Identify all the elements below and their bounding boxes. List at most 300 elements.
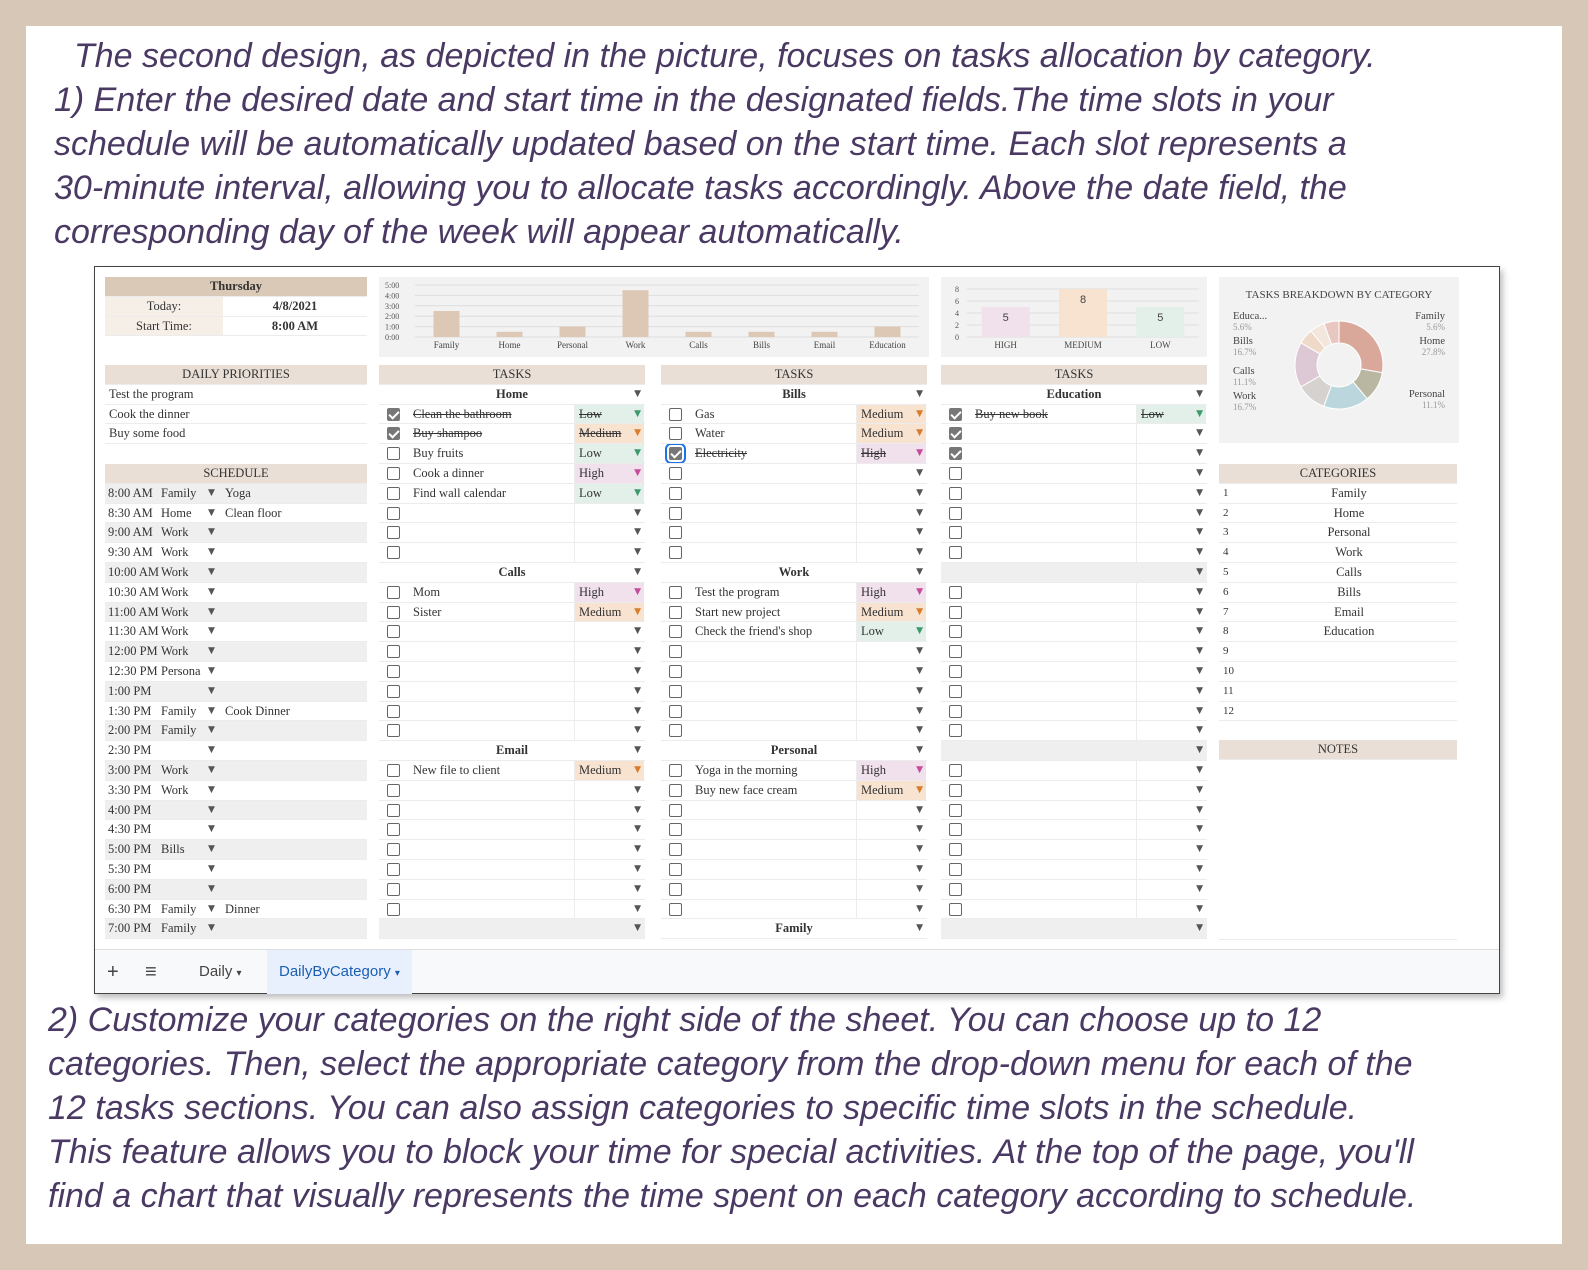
dropdown-arrow-icon[interactable]: ▼ xyxy=(1196,626,1203,637)
start-time-field[interactable]: 8:00 AM xyxy=(223,317,367,337)
task-text[interactable]: Find wall calendar xyxy=(413,485,507,500)
dropdown-arrow-icon[interactable]: ▼ xyxy=(208,923,215,934)
task-checkbox[interactable] xyxy=(949,606,962,619)
task-checkbox[interactable] xyxy=(669,764,682,777)
time-slot: 5:30 PM xyxy=(108,861,152,876)
schedule-category-select[interactable]: Family xyxy=(161,485,197,500)
time-slot: 8:30 AM xyxy=(108,505,153,520)
task-checkbox[interactable] xyxy=(669,625,682,638)
dropdown-arrow-icon[interactable]: ▼ xyxy=(208,725,215,736)
dropdown-arrow-icon[interactable]: ▼ xyxy=(208,547,215,558)
schedule-activity[interactable]: Clean floor xyxy=(225,505,282,520)
priority-select[interactable]: Medium xyxy=(856,405,926,425)
task-text[interactable]: Clean the bathroom xyxy=(413,406,512,421)
task-text[interactable]: Start new project xyxy=(695,604,781,619)
dropdown-arrow-icon[interactable]: ▼ xyxy=(916,487,923,498)
task-checkbox[interactable] xyxy=(387,586,400,599)
task-row xyxy=(941,880,1207,900)
task-checkbox[interactable] xyxy=(387,467,400,480)
dropdown-arrow-icon[interactable]: ▼ xyxy=(1196,745,1203,756)
priority-select[interactable]: Medium xyxy=(574,603,644,623)
priority-select[interactable]: Low xyxy=(574,484,644,504)
category-name[interactable]: Calls xyxy=(1336,564,1362,579)
task-checkbox[interactable] xyxy=(949,467,962,480)
task-checkbox[interactable] xyxy=(949,665,962,678)
task-checkbox[interactable] xyxy=(387,427,400,440)
task-checkbox[interactable] xyxy=(669,863,682,876)
dropdown-arrow-icon[interactable]: ▼ xyxy=(634,408,641,419)
dropdown-arrow-icon[interactable]: ▼ xyxy=(208,606,215,617)
dropdown-arrow-icon[interactable]: ▼ xyxy=(1196,725,1203,736)
task-row xyxy=(941,523,1207,543)
dropdown-arrow-icon[interactable]: ▼ xyxy=(1196,428,1203,439)
schedule-category-select[interactable]: Bills xyxy=(161,842,185,857)
task-checkbox[interactable] xyxy=(949,804,962,817)
task-checkbox[interactable] xyxy=(387,903,400,916)
task-text[interactable]: Mom xyxy=(413,584,441,599)
schedule xyxy=(105,464,367,939)
task-section-header[interactable] xyxy=(941,563,1207,583)
dropdown-arrow-icon[interactable]: ▼ xyxy=(208,784,215,795)
task-checkbox[interactable] xyxy=(669,526,682,539)
dropdown-arrow-icon[interactable]: ▼ xyxy=(1196,388,1203,399)
priority-item[interactable]: Cook the dinner xyxy=(105,405,367,425)
dropdown-arrow-icon[interactable]: ▼ xyxy=(916,844,923,855)
tab-label: DailyByCategory xyxy=(279,963,391,980)
tab-daily[interactable] xyxy=(199,950,242,994)
dropdown-arrow-icon[interactable]: ▼ xyxy=(916,408,923,419)
task-checkbox[interactable] xyxy=(387,507,400,520)
dropdown-arrow-icon[interactable]: ▼ xyxy=(208,745,215,756)
schedule-category-select[interactable]: Work xyxy=(161,762,189,777)
dropdown-arrow-icon[interactable]: ▼ xyxy=(1196,547,1203,558)
schedule-category-select[interactable]: Family xyxy=(161,703,197,718)
priority-select[interactable]: Low xyxy=(574,405,644,425)
priority-select[interactable]: Medium xyxy=(574,761,644,781)
task-row xyxy=(941,682,1207,702)
dropdown-arrow-icon[interactable]: ▼ xyxy=(1196,665,1203,676)
dropdown-arrow-icon[interactable]: ▼ xyxy=(208,863,215,874)
task-checkbox[interactable] xyxy=(669,823,682,836)
dropdown-arrow-icon[interactable]: ▼ xyxy=(1196,606,1203,617)
x-tick-label: Personal xyxy=(557,340,588,350)
task-section-header[interactable] xyxy=(661,741,927,761)
task-checkbox[interactable] xyxy=(387,705,400,718)
task-checkbox[interactable] xyxy=(949,645,962,658)
schedule-activity[interactable]: Cook Dinner xyxy=(225,703,290,718)
dropdown-arrow-icon[interactable]: ▼ xyxy=(1196,685,1203,696)
dropdown-arrow-icon[interactable]: ▼ xyxy=(208,566,215,577)
task-row xyxy=(661,622,927,642)
category-name[interactable]: Home xyxy=(1333,505,1365,520)
dropdown-arrow-icon[interactable]: ▼ xyxy=(634,824,641,835)
task-checkbox[interactable] xyxy=(669,804,682,817)
task-text[interactable]: Yoga in the morning xyxy=(695,762,798,777)
dropdown-arrow-icon[interactable]: ▼ xyxy=(634,566,641,577)
task-checkbox[interactable] xyxy=(669,883,682,896)
priority-select[interactable]: Medium xyxy=(856,603,926,623)
dropdown-arrow-icon[interactable]: ▼ xyxy=(208,883,215,894)
task-checkbox[interactable] xyxy=(387,625,400,638)
dropdown-arrow-icon[interactable]: ▼ xyxy=(916,725,923,736)
dropdown-arrow-icon[interactable]: ▼ xyxy=(1196,863,1203,874)
add-sheet-button[interactable]: + xyxy=(107,961,119,983)
task-row xyxy=(661,523,927,543)
schedule-row xyxy=(105,563,367,583)
task-checkbox[interactable] xyxy=(669,665,682,678)
schedule-category-select[interactable]: Work xyxy=(161,604,189,619)
pie-pct: 27.8% xyxy=(1421,347,1445,357)
priority-select[interactable]: High xyxy=(856,583,926,603)
outro-line: 12 tasks sections. You can also assign categories to specific time slots in the schedule. xyxy=(48,1089,1358,1127)
schedule-activity[interactable]: Yoga xyxy=(225,485,251,500)
dropdown-arrow-icon[interactable]: ▼ xyxy=(634,665,641,676)
dropdown-arrow-icon[interactable]: ▼ xyxy=(208,487,215,498)
task-checkbox[interactable] xyxy=(387,526,400,539)
dropdown-arrow-icon[interactable]: ▼ xyxy=(208,527,215,538)
dropdown-arrow-icon[interactable]: ▼ xyxy=(916,547,923,558)
schedule-category-select[interactable]: Work xyxy=(161,782,189,797)
dropdown-arrow-icon[interactable]: ▼ xyxy=(634,923,641,934)
task-checkbox[interactable] xyxy=(387,487,400,500)
dropdown-arrow-icon[interactable]: ▼ xyxy=(208,824,215,835)
dropdown-arrow-icon[interactable]: ▼ xyxy=(1196,507,1203,518)
priority-item[interactable]: Buy some food xyxy=(105,424,367,444)
task-row xyxy=(661,880,927,900)
task-checkbox[interactable] xyxy=(669,487,682,500)
task-text[interactable]: Buy fruits xyxy=(413,446,464,461)
dropdown-arrow-icon[interactable]: ▼ xyxy=(208,844,215,855)
task-checkbox[interactable] xyxy=(387,784,400,797)
dropdown-arrow-icon[interactable]: ▼ xyxy=(916,646,923,657)
task-checkbox[interactable] xyxy=(669,903,682,916)
task-checkbox[interactable] xyxy=(669,784,682,797)
task-checkbox[interactable] xyxy=(387,606,400,619)
task-text[interactable]: Gas xyxy=(695,406,715,421)
dropdown-arrow-icon[interactable]: ▼ xyxy=(916,626,923,637)
dropdown-arrow-icon[interactable]: ▼ xyxy=(1196,883,1203,894)
dropdown-arrow-icon[interactable]: ▼ xyxy=(634,725,641,736)
task-checkbox[interactable] xyxy=(949,526,962,539)
pie-pct: 5.6% xyxy=(1426,322,1445,332)
dropdown-arrow-icon[interactable]: ▼ xyxy=(634,804,641,815)
task-section-header[interactable] xyxy=(661,563,927,583)
dropdown-arrow-icon[interactable]: ▼ xyxy=(1196,448,1203,459)
task-checkbox[interactable] xyxy=(669,843,682,856)
task-section-header[interactable] xyxy=(941,385,1207,405)
task-checkbox[interactable] xyxy=(669,586,682,599)
schedule-category-select[interactable]: Work xyxy=(161,644,189,659)
dropdown-arrow-icon[interactable]: ▼ xyxy=(916,527,923,538)
task-section-header[interactable] xyxy=(379,741,645,761)
today-date-field[interactable]: 4/8/2021 xyxy=(223,297,367,317)
task-checkbox[interactable] xyxy=(669,705,682,718)
task-checkbox[interactable] xyxy=(949,883,962,896)
dropdown-arrow-icon[interactable]: ▼ xyxy=(634,705,641,716)
dropdown-arrow-icon[interactable]: ▼ xyxy=(634,745,641,756)
task-text[interactable]: New file to client xyxy=(413,762,501,777)
dropdown-arrow-icon[interactable]: ▼ xyxy=(1196,824,1203,835)
dropdown-arrow-icon[interactable]: ▼ xyxy=(1196,646,1203,657)
task-text[interactable]: Sister xyxy=(413,604,442,619)
task-checkbox[interactable] xyxy=(949,705,962,718)
task-checkbox[interactable] xyxy=(669,724,682,737)
start-time-row xyxy=(105,317,367,337)
task-text[interactable]: Buy new book xyxy=(975,406,1048,421)
notes-area[interactable] xyxy=(1219,760,1457,940)
dropdown-arrow-icon[interactable]: ▼ xyxy=(208,804,215,815)
time-slot: 7:00 PM xyxy=(108,921,152,936)
dropdown-arrow-icon[interactable]: ▼ xyxy=(208,626,215,637)
dropdown-arrow-icon[interactable]: ▼ xyxy=(1196,784,1203,795)
task-checkbox[interactable] xyxy=(387,823,400,836)
all-sheets-menu-icon[interactable]: ≡ xyxy=(145,961,157,983)
task-checkbox[interactable] xyxy=(387,843,400,856)
x-tick-label: Calls xyxy=(689,340,708,350)
priority-item[interactable]: Test the program xyxy=(105,385,367,405)
dropdown-arrow-icon[interactable]: ▼ xyxy=(634,784,641,795)
task-checkbox[interactable] xyxy=(387,863,400,876)
dropdown-arrow-icon[interactable]: ▼ xyxy=(634,903,641,914)
task-checkbox[interactable] xyxy=(387,764,400,777)
category-name[interactable]: Education xyxy=(1323,624,1375,639)
dropdown-arrow-icon[interactable]: ▼ xyxy=(916,566,923,577)
dropdown-arrow-icon[interactable]: ▼ xyxy=(634,863,641,874)
schedule-category-select[interactable]: Persona xyxy=(161,663,201,678)
task-checkbox[interactable] xyxy=(669,447,682,460)
dropdown-arrow-icon[interactable]: ▼ xyxy=(634,646,641,657)
task-checkbox[interactable] xyxy=(949,823,962,836)
task-checkbox[interactable] xyxy=(949,685,962,698)
task-section-header[interactable] xyxy=(379,563,645,583)
task-checkbox[interactable] xyxy=(387,645,400,658)
category-name[interactable]: Bills xyxy=(1337,584,1361,599)
dropdown-arrow-icon[interactable]: ▼ xyxy=(916,705,923,716)
dropdown-arrow-icon[interactable]: ▼ xyxy=(1196,487,1203,498)
dropdown-arrow-icon[interactable]: ▼ xyxy=(634,764,641,775)
dropdown-arrow-icon[interactable]: ▼ xyxy=(1196,804,1203,815)
task-checkbox[interactable] xyxy=(387,665,400,678)
category-row xyxy=(1219,484,1457,504)
dropdown-arrow-icon[interactable]: ▼ xyxy=(634,487,641,498)
priority-select[interactable]: High xyxy=(856,761,926,781)
dropdown-arrow-icon[interactable]: ▼ xyxy=(634,685,641,696)
task-checkbox[interactable] xyxy=(949,903,962,916)
task-text[interactable]: Buy new face cream xyxy=(695,782,798,797)
priority-select[interactable]: Medium xyxy=(856,424,926,444)
dropdown-arrow-icon[interactable]: ▼ xyxy=(208,705,215,716)
schedule-category-select[interactable]: Family xyxy=(161,901,197,916)
task-checkbox[interactable] xyxy=(949,724,962,737)
dropdown-arrow-icon[interactable]: ▼ xyxy=(1196,586,1203,597)
category-name[interactable]: Personal xyxy=(1327,525,1371,540)
tab-dailybycategory[interactable] xyxy=(267,950,412,994)
priority-select[interactable]: High xyxy=(574,464,644,484)
dropdown-arrow-icon[interactable]: ▼ xyxy=(1196,903,1203,914)
dropdown-arrow-icon[interactable]: ▼ xyxy=(208,646,215,657)
category-number: 1 xyxy=(1223,486,1229,499)
task-checkbox[interactable] xyxy=(949,487,962,500)
task-checkbox[interactable] xyxy=(949,427,962,440)
task-text[interactable]: Test the program xyxy=(695,584,780,599)
task-checkbox[interactable] xyxy=(949,843,962,856)
task-checkbox[interactable] xyxy=(669,427,682,440)
dropdown-arrow-icon[interactable]: ▼ xyxy=(208,764,215,775)
dropdown-arrow-icon[interactable]: ▼ xyxy=(1196,764,1203,775)
category-number: 12 xyxy=(1223,704,1234,717)
dropdown-arrow-icon[interactable]: ▼ xyxy=(634,626,641,637)
dropdown-arrow-icon[interactable]: ▼ xyxy=(916,388,923,399)
task-row xyxy=(379,622,645,642)
y-tick-label: 2:00 xyxy=(385,312,400,322)
task-text[interactable]: Cook a dinner xyxy=(413,465,484,480)
pie-pct: 16.7% xyxy=(1233,402,1257,412)
dropdown-arrow-icon[interactable]: ▼ xyxy=(916,665,923,676)
dropdown-arrow-icon[interactable]: ▼ xyxy=(634,527,641,538)
intro-text xyxy=(54,34,1376,254)
dropdown-arrow-icon[interactable]: ▼ xyxy=(208,903,215,914)
outro-line: find a chart that visually represents the time spent on each category according to schedule. xyxy=(48,1177,1417,1215)
category-number: 11 xyxy=(1223,684,1234,697)
dropdown-arrow-icon[interactable]: ▼ xyxy=(916,764,923,775)
priority-select[interactable]: Low xyxy=(574,444,644,464)
task-section-name: Home xyxy=(496,386,528,401)
task-checkbox[interactable] xyxy=(387,804,400,817)
dropdown-arrow-icon[interactable]: ▼ xyxy=(1196,408,1203,419)
dropdown-arrow-icon[interactable]: ▼ xyxy=(916,824,923,835)
dropdown-arrow-icon[interactable]: ▼ xyxy=(634,448,641,459)
dropdown-arrow-icon[interactable]: ▼ xyxy=(916,507,923,518)
dropdown-arrow-icon[interactable]: ▼ xyxy=(916,923,923,934)
dropdown-arrow-icon[interactable]: ▼ xyxy=(634,547,641,558)
dropdown-arrow-icon[interactable]: ▼ xyxy=(208,507,215,518)
dropdown-arrow-icon[interactable]: ▼ xyxy=(634,428,641,439)
task-checkbox[interactable] xyxy=(669,546,682,559)
dropdown-arrow-icon[interactable]: ▼ xyxy=(1196,923,1203,934)
task-checkbox[interactable] xyxy=(387,408,400,421)
task-checkbox[interactable] xyxy=(669,685,682,698)
dropdown-arrow-icon[interactable]: ▼ xyxy=(208,685,215,696)
task-section-header[interactable] xyxy=(661,385,927,405)
task-checkbox[interactable] xyxy=(387,685,400,698)
dropdown-arrow-icon[interactable]: ▼ xyxy=(1196,527,1203,538)
task-checkbox[interactable] xyxy=(949,764,962,777)
priority-select[interactable]: Low xyxy=(1136,405,1206,425)
schedule-category-select[interactable]: Work xyxy=(161,624,189,639)
task-section-header[interactable] xyxy=(379,385,645,405)
task-checkbox[interactable] xyxy=(387,883,400,896)
task-section-header[interactable] xyxy=(941,919,1207,939)
priority-select[interactable]: Low xyxy=(856,622,926,642)
task-checkbox[interactable] xyxy=(949,863,962,876)
priority-select[interactable]: Medium xyxy=(574,424,644,444)
dropdown-arrow-icon[interactable]: ▼ xyxy=(634,586,641,597)
dropdown-arrow-icon[interactable]: ▼ xyxy=(916,685,923,696)
dropdown-arrow-icon[interactable]: ▼ xyxy=(1196,467,1203,478)
task-text[interactable]: Electricity xyxy=(695,446,748,461)
dropdown-arrow-icon[interactable]: ▼ xyxy=(916,784,923,795)
task-section-header[interactable] xyxy=(941,741,1207,761)
task-section-header[interactable] xyxy=(661,919,927,939)
schedule-category-select[interactable]: Work xyxy=(161,564,189,579)
task-checkbox[interactable] xyxy=(669,606,682,619)
notes-header: NOTES xyxy=(1219,740,1457,760)
category-row xyxy=(1219,563,1457,583)
task-checkbox[interactable] xyxy=(949,447,962,460)
task-checkbox[interactable] xyxy=(949,507,962,520)
task-checkbox[interactable] xyxy=(387,546,400,559)
task-checkbox[interactable] xyxy=(387,447,400,460)
schedule-category-select[interactable]: Work xyxy=(161,584,189,599)
time-slot: 12:00 PM xyxy=(108,644,158,659)
dropdown-arrow-icon[interactable]: ▼ xyxy=(916,804,923,815)
dropdown-arrow-icon[interactable]: ▼ xyxy=(916,467,923,478)
category-name[interactable]: Email xyxy=(1334,604,1364,619)
task-text[interactable]: Water xyxy=(695,426,725,441)
task-row xyxy=(941,444,1207,464)
dropdown-arrow-icon[interactable]: ▼ xyxy=(208,586,215,597)
task-checkbox[interactable] xyxy=(669,408,682,421)
dropdown-arrow-icon[interactable]: ▼ xyxy=(916,863,923,874)
dropdown-arrow-icon[interactable]: ▼ xyxy=(916,606,923,617)
priority-select[interactable]: Medium xyxy=(856,781,926,801)
dropdown-arrow-icon[interactable]: ▼ xyxy=(916,903,923,914)
dropdown-arrow-icon[interactable]: ▼ xyxy=(916,745,923,756)
dropdown-arrow-icon[interactable]: ▼ xyxy=(1196,705,1203,716)
schedule-category-select[interactable]: Work xyxy=(161,545,189,560)
category-name[interactable]: Family xyxy=(1331,485,1367,500)
dropdown-arrow-icon[interactable]: ▼ xyxy=(916,883,923,894)
schedule-category-select[interactable]: Home xyxy=(161,505,192,520)
dropdown-arrow-icon[interactable]: ▼ xyxy=(634,388,641,399)
task-text[interactable]: Buy shampoo xyxy=(413,426,483,441)
task-checkbox[interactable] xyxy=(949,408,962,421)
task-checkbox[interactable] xyxy=(669,507,682,520)
schedule-category-select[interactable]: Work xyxy=(161,525,189,540)
priority-select[interactable]: High xyxy=(574,583,644,603)
dropdown-arrow-icon[interactable]: ▼ xyxy=(634,606,641,617)
task-checkbox[interactable] xyxy=(949,625,962,638)
task-row xyxy=(379,820,645,840)
task-checkbox[interactable] xyxy=(669,467,682,480)
dropdown-arrow-icon[interactable]: ▼ xyxy=(1196,566,1203,577)
intro-line: corresponding day of the week will appear automatically. xyxy=(54,213,904,251)
bar-family xyxy=(434,311,460,337)
schedule-category-select[interactable]: Family xyxy=(161,723,197,738)
dropdown-arrow-icon[interactable]: ▼ xyxy=(916,428,923,439)
dropdown-arrow-icon[interactable]: ▼ xyxy=(634,507,641,518)
task-checkbox[interactable] xyxy=(949,546,962,559)
task-checkbox[interactable] xyxy=(949,784,962,797)
task-row xyxy=(379,484,645,504)
task-text[interactable]: Check the friend's shop xyxy=(695,624,813,639)
priority-select[interactable]: High xyxy=(856,444,926,464)
task-checkbox[interactable] xyxy=(387,724,400,737)
dropdown-arrow-icon[interactable]: ▼ xyxy=(634,467,641,478)
dropdown-arrow-icon[interactable]: ▼ xyxy=(634,883,641,894)
dropdown-arrow-icon[interactable]: ▼ xyxy=(634,844,641,855)
dropdown-arrow-icon[interactable]: ▼ xyxy=(916,586,923,597)
dropdown-arrow-icon[interactable]: ▼ xyxy=(916,448,923,459)
task-checkbox[interactable] xyxy=(669,645,682,658)
schedule-activity[interactable]: Dinner xyxy=(225,901,260,916)
category-name[interactable]: Work xyxy=(1335,545,1363,560)
schedule-category-select[interactable]: Family xyxy=(161,921,197,936)
dropdown-arrow-icon[interactable]: ▼ xyxy=(208,665,215,676)
task-section-header[interactable] xyxy=(379,919,645,939)
dropdown-arrow-icon[interactable]: ▼ xyxy=(1196,844,1203,855)
task-checkbox[interactable] xyxy=(949,586,962,599)
